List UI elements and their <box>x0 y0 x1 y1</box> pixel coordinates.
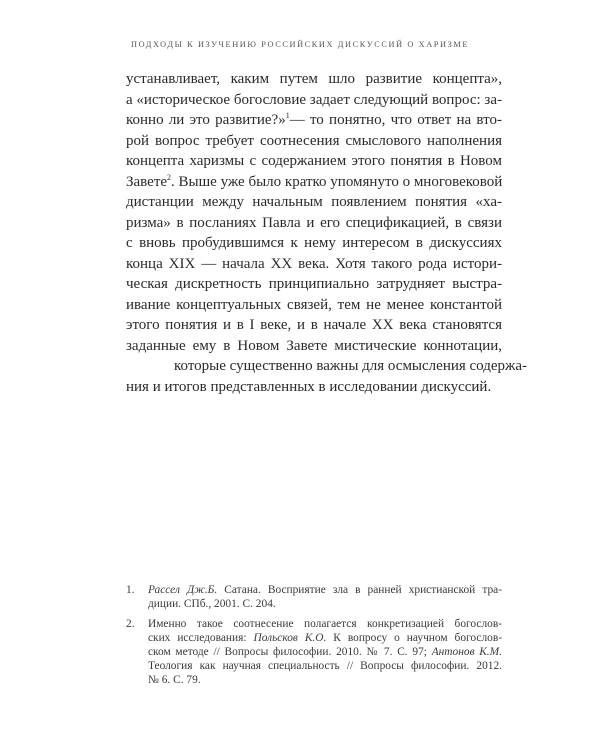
footnote-number: 1. <box>126 584 135 596</box>
main-paragraph <box>126 69 528 397</box>
text-line: с вновь пробудившимся к нему интересом в дискуссиях <box>126 235 502 251</box>
text-segment: Завете <box>126 173 168 190</box>
text-segment: конно ли это развитие?» <box>126 112 286 128</box>
text-line: заданные ему в Новом Завете мистические коннотации, <box>126 337 502 354</box>
footnote-author: Польсков К.О. <box>253 632 327 644</box>
footnote-text: Сатана. Восприятие зла в ранней христианской тра- <box>224 584 502 596</box>
footnote-line <box>148 583 502 597</box>
footnote-1 <box>126 583 502 611</box>
text-line: которые существенно важны для осмысления содержа- <box>174 358 528 374</box>
text-line: а «историческое богословие задает следующий вопрос: за- <box>126 91 502 108</box>
running-head: ПОДХОДЫ К ИЗУЧЕНИЮ РОССИЙСКИХ ДИСКУССИЙ О ХАРИЗМЕ <box>130 40 469 49</box>
text-line: ческая дискретность принципиально затрудняет выстра- <box>126 276 502 292</box>
text-segment: — то понятно, что ответ на вто- <box>289 112 502 128</box>
footnote-line <box>148 645 502 659</box>
text-line: конца XIX — начала XX века. Хотя такого рода истори- <box>126 255 502 272</box>
footnotes <box>126 583 502 693</box>
footnote-author: Рассел Дж.Б. <box>148 584 218 596</box>
footnote-line: диции. СПб., 2001. С. 204. <box>148 598 276 610</box>
text-segment: . Выше уже было кратко упомянуто о многовековой <box>171 173 503 190</box>
footnote-number: 2. <box>126 618 135 630</box>
footnote-ref-1[interactable]: 1 <box>285 111 290 120</box>
footnote-author: Антонов К.М. <box>431 646 502 658</box>
footnote-line: Именно такое соотнесение полагается конкретизацией богослов- <box>148 618 502 630</box>
text-line: дистанции между начальным появлением понятия «ха- <box>126 194 502 210</box>
text-line: рой вопрос требует соотнесения смыслового наполнения <box>126 132 502 149</box>
footnote-text: ском методе // Вопросы философии. 2010. № 7. С. 97; <box>148 646 427 658</box>
footnote-line <box>148 631 502 645</box>
text-line: ивание концептуальных связей, тем не менее константой <box>126 296 502 313</box>
text-line <box>126 110 502 131</box>
footnote-line: № 6. С. 79. <box>148 674 201 686</box>
text-line: устанавливает, каким путем шло развитие концепта», <box>126 71 502 87</box>
text-line <box>126 172 502 193</box>
footnote-ref-2[interactable]: 2 <box>167 172 172 182</box>
text-line: ния и итогов представленных в исследовании дискуссий. <box>126 378 492 395</box>
text-line: ризма» в посланиях Павла и его спецификацией, в связи <box>126 214 502 231</box>
text-line: концепта харизмы с содержанием этого понятия в Новом <box>126 153 502 169</box>
footnote-2 <box>126 617 502 687</box>
footnote-line: Теология как научная специальность // Вопросы философии. 2012. <box>148 660 502 672</box>
footnote-text: ских исследования: <box>148 632 247 644</box>
footnote-text: К вопросу о научном богослов- <box>333 632 503 644</box>
text-line: этого понятия и в I веке, и в начале XX века становятся <box>126 317 502 333</box>
